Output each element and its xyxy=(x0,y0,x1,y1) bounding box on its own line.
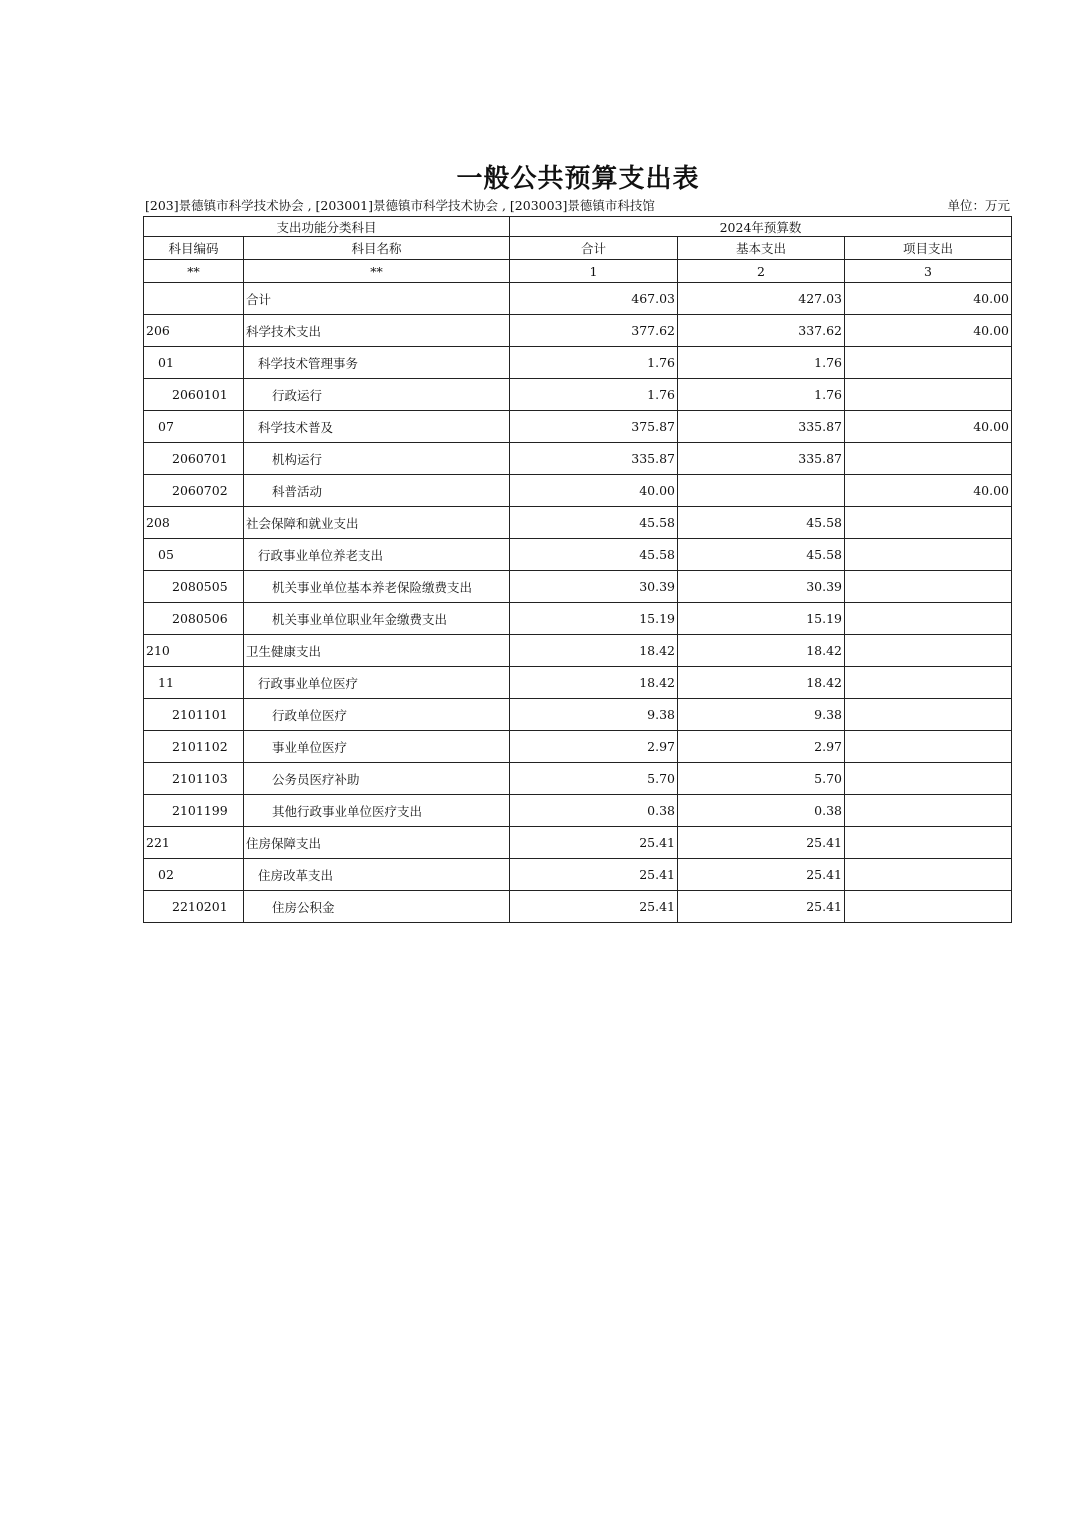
table-row xyxy=(144,731,1012,763)
table-row xyxy=(144,283,1012,315)
table-row xyxy=(144,763,1012,795)
row-name: 机关事业单位基本养老保险缴费支出 xyxy=(244,571,510,603)
row-project xyxy=(845,635,1012,667)
row-project xyxy=(845,795,1012,827)
row-project: 40.00 xyxy=(845,475,1012,507)
table-row xyxy=(144,699,1012,731)
row-basic: 335.87 xyxy=(678,443,845,475)
index-name: ** xyxy=(244,260,510,283)
row-code: 11 xyxy=(144,667,244,699)
row-basic: 15.19 xyxy=(678,603,845,635)
row-code: 01 xyxy=(144,347,244,379)
header-code: 科目编码 xyxy=(144,237,244,260)
row-project xyxy=(845,347,1012,379)
table-row xyxy=(144,475,1012,507)
row-total: 1.76 xyxy=(510,347,678,379)
table-row xyxy=(144,571,1012,603)
row-code: 2101199 xyxy=(144,795,244,827)
row-project xyxy=(845,859,1012,891)
row-project xyxy=(845,603,1012,635)
header-name: 科目名称 xyxy=(244,237,510,260)
table-row xyxy=(144,411,1012,443)
table-row xyxy=(144,603,1012,635)
row-code: 2101101 xyxy=(144,699,244,731)
header-group-right: 2024年预算数 xyxy=(510,217,1012,237)
row-total: 30.39 xyxy=(510,571,678,603)
row-basic: 5.70 xyxy=(678,763,845,795)
row-code xyxy=(144,283,244,315)
header-index-row xyxy=(144,260,1012,283)
row-total: 15.19 xyxy=(510,603,678,635)
header-group-left: 支出功能分类科目 xyxy=(144,217,510,237)
row-project xyxy=(845,443,1012,475)
row-code: 02 xyxy=(144,859,244,891)
row-total: 335.87 xyxy=(510,443,678,475)
row-total: 25.41 xyxy=(510,827,678,859)
row-basic: 25.41 xyxy=(678,827,845,859)
table-row xyxy=(144,827,1012,859)
row-name: 科学技术支出 xyxy=(244,315,510,347)
row-total: 0.38 xyxy=(510,795,678,827)
header-column-row xyxy=(144,237,1012,260)
row-code: 07 xyxy=(144,411,244,443)
row-name: 合计 xyxy=(244,283,510,315)
row-basic: 18.42 xyxy=(678,667,845,699)
row-code: 206 xyxy=(144,315,244,347)
page-title: 一般公共预算支出表 xyxy=(456,164,700,194)
row-name: 住房改革支出 xyxy=(244,859,510,891)
row-basic: 45.58 xyxy=(678,507,845,539)
row-name: 卫生健康支出 xyxy=(244,635,510,667)
table-row xyxy=(144,347,1012,379)
row-code: 2060701 xyxy=(144,443,244,475)
row-project xyxy=(845,379,1012,411)
row-project: 40.00 xyxy=(845,283,1012,315)
row-name: 行政单位医疗 xyxy=(244,699,510,731)
row-total: 467.03 xyxy=(510,283,678,315)
row-project: 40.00 xyxy=(845,315,1012,347)
row-name: 行政事业单位养老支出 xyxy=(244,539,510,571)
row-total: 40.00 xyxy=(510,475,678,507)
row-basic: 25.41 xyxy=(678,859,845,891)
row-code: 2060702 xyxy=(144,475,244,507)
row-name: 机关事业单位职业年金缴费支出 xyxy=(244,603,510,635)
row-name: 事业单位医疗 xyxy=(244,731,510,763)
row-name: 其他行政事业单位医疗支出 xyxy=(244,795,510,827)
index-basic: 2 xyxy=(678,260,845,283)
table-row xyxy=(144,635,1012,667)
table-row xyxy=(144,667,1012,699)
row-basic: 2.97 xyxy=(678,731,845,763)
row-code: 208 xyxy=(144,507,244,539)
budget-table xyxy=(143,216,1012,923)
row-total: 377.62 xyxy=(510,315,678,347)
index-project: 3 xyxy=(845,260,1012,283)
row-project: 40.00 xyxy=(845,411,1012,443)
row-project xyxy=(845,539,1012,571)
row-basic: 337.62 xyxy=(678,315,845,347)
row-project xyxy=(845,667,1012,699)
row-name: 科普活动 xyxy=(244,475,510,507)
table-row xyxy=(144,379,1012,411)
header-group-row xyxy=(144,217,1012,237)
index-code: ** xyxy=(144,260,244,283)
row-basic: 18.42 xyxy=(678,635,845,667)
header-total: 合计 xyxy=(510,237,678,260)
row-total: 25.41 xyxy=(510,859,678,891)
index-total: 1 xyxy=(510,260,678,283)
row-basic: 25.41 xyxy=(678,891,845,923)
row-basic: 1.76 xyxy=(678,379,845,411)
row-code: 2101102 xyxy=(144,731,244,763)
table-body xyxy=(144,283,1012,923)
row-basic: 30.39 xyxy=(678,571,845,603)
row-name: 公务员医疗补助 xyxy=(244,763,510,795)
row-total: 375.87 xyxy=(510,411,678,443)
row-basic: 335.87 xyxy=(678,411,845,443)
row-code: 2210201 xyxy=(144,891,244,923)
row-total: 25.41 xyxy=(510,891,678,923)
row-name: 行政运行 xyxy=(244,379,510,411)
row-total: 9.38 xyxy=(510,699,678,731)
table-row xyxy=(144,891,1012,923)
row-name: 社会保障和就业支出 xyxy=(244,507,510,539)
row-code: 2080505 xyxy=(144,571,244,603)
row-code: 05 xyxy=(144,539,244,571)
table-row xyxy=(144,315,1012,347)
row-name: 机构运行 xyxy=(244,443,510,475)
row-name: 科学技术管理事务 xyxy=(244,347,510,379)
table-row xyxy=(144,507,1012,539)
row-basic: 9.38 xyxy=(678,699,845,731)
row-project xyxy=(845,763,1012,795)
row-name: 科学技术普及 xyxy=(244,411,510,443)
organization-line: [203]景德镇市科学技术协会 , [203001]景德镇市科学技术协会 , [203003]景德镇市科技馆 xyxy=(145,198,655,213)
row-total: 1.76 xyxy=(510,379,678,411)
row-total: 18.42 xyxy=(510,667,678,699)
row-total: 2.97 xyxy=(510,731,678,763)
row-code: 2080506 xyxy=(144,603,244,635)
row-code: 2060101 xyxy=(144,379,244,411)
row-name: 行政事业单位医疗 xyxy=(244,667,510,699)
row-basic: 1.76 xyxy=(678,347,845,379)
row-code: 2101103 xyxy=(144,763,244,795)
row-total: 5.70 xyxy=(510,763,678,795)
table-row xyxy=(144,859,1012,891)
header-basic: 基本支出 xyxy=(678,237,845,260)
header-project: 项目支出 xyxy=(845,237,1012,260)
row-basic xyxy=(678,475,845,507)
row-name: 住房公积金 xyxy=(244,891,510,923)
row-basic: 45.58 xyxy=(678,539,845,571)
row-project xyxy=(845,571,1012,603)
row-project xyxy=(845,699,1012,731)
row-total: 18.42 xyxy=(510,635,678,667)
row-project xyxy=(845,731,1012,763)
table-row xyxy=(144,795,1012,827)
row-project xyxy=(845,507,1012,539)
row-project xyxy=(845,827,1012,859)
table-row xyxy=(144,539,1012,571)
row-code: 221 xyxy=(144,827,244,859)
unit-label: 单位：万元 xyxy=(947,198,1010,213)
row-code: 210 xyxy=(144,635,244,667)
row-total: 45.58 xyxy=(510,507,678,539)
row-project xyxy=(845,891,1012,923)
table-row xyxy=(144,443,1012,475)
row-basic: 0.38 xyxy=(678,795,845,827)
row-total: 45.58 xyxy=(510,539,678,571)
row-name: 住房保障支出 xyxy=(244,827,510,859)
row-basic: 427.03 xyxy=(678,283,845,315)
